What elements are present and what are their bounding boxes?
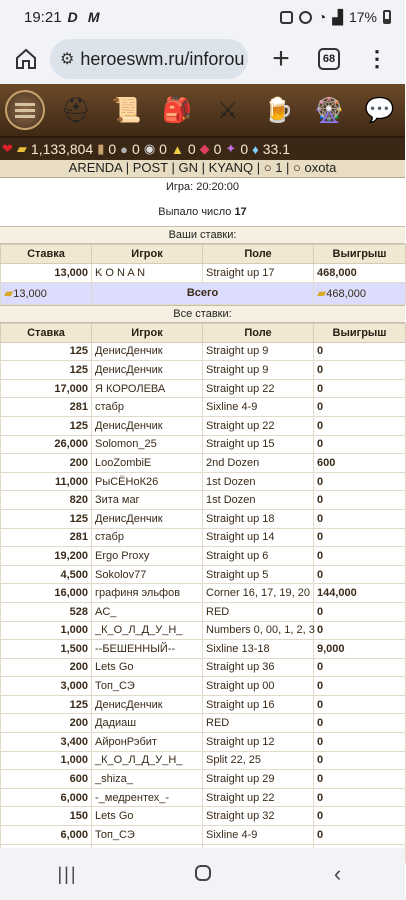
player-name[interactable]: _shiza_ bbox=[92, 770, 203, 789]
win-amount: 0 bbox=[314, 770, 406, 789]
mercury-icon: ◉ bbox=[143, 141, 156, 156]
dropped-number-label: Выпало число bbox=[158, 206, 232, 218]
player-name[interactable]: -_медрентех_- bbox=[92, 788, 203, 807]
table-row bbox=[1, 807, 406, 826]
table-row bbox=[1, 621, 406, 640]
table-row bbox=[1, 264, 406, 283]
bet-field: RED bbox=[203, 714, 314, 733]
ore-icon: ● bbox=[120, 141, 129, 157]
table-row bbox=[1, 454, 406, 473]
browser-toolbar bbox=[0, 34, 405, 84]
table-row bbox=[1, 733, 406, 752]
bet-amount: 16,000 bbox=[1, 584, 92, 603]
your-bets-table bbox=[0, 244, 406, 305]
bet-amount: 1,500 bbox=[1, 640, 92, 659]
bet-amount: 3,400 bbox=[1, 733, 92, 752]
player-name[interactable]: стабр bbox=[92, 398, 203, 417]
gold-icon: ▰ bbox=[16, 141, 27, 156]
win-amount: 0 bbox=[314, 751, 406, 770]
game-menu-button[interactable] bbox=[5, 90, 45, 130]
player-name[interactable]: ДенисДенчик bbox=[92, 509, 203, 528]
table-row bbox=[1, 491, 406, 510]
all-bets-table bbox=[0, 323, 406, 864]
table-row bbox=[1, 788, 406, 807]
lock-icon bbox=[280, 11, 293, 24]
battery-percent: 17% bbox=[348, 9, 377, 25]
total-win: 468,000 bbox=[326, 288, 366, 301]
win-amount: 0 bbox=[314, 826, 406, 845]
gold-amount: 1,133,804 bbox=[30, 141, 94, 157]
bet-field: Straight up 5 bbox=[203, 565, 314, 584]
win-amount: 0 bbox=[314, 342, 406, 361]
player-name[interactable]: Lets Go bbox=[92, 658, 203, 677]
win-amount: 0 bbox=[314, 379, 406, 398]
mercury-amount: 0 bbox=[159, 141, 167, 157]
table-header-row bbox=[1, 245, 406, 264]
win-amount: 0 bbox=[314, 602, 406, 621]
bet-amount: 1,000 bbox=[1, 621, 92, 640]
bet-field: RED bbox=[203, 602, 314, 621]
player-name[interactable]: Sokolov77 bbox=[92, 565, 203, 584]
roulette-icon[interactable]: 🎡 bbox=[314, 96, 344, 124]
win-amount: 0 bbox=[314, 565, 406, 584]
status-app-icon-m: M bbox=[87, 8, 100, 25]
table-row bbox=[1, 677, 406, 696]
system-nav-bar bbox=[0, 848, 405, 900]
player-name[interactable]: _К_О_Л_Д_У_Н_ bbox=[92, 751, 203, 770]
bet-field: Straight up 29 bbox=[203, 770, 314, 789]
total-bet: 13,000 bbox=[13, 288, 47, 301]
map-scroll-icon[interactable]: 📜 bbox=[111, 96, 142, 124]
wifi-icon: ◔ bbox=[317, 9, 327, 25]
player-name[interactable]: K O N A N bbox=[92, 264, 203, 283]
bet-amount: 200 bbox=[1, 454, 92, 473]
table-row bbox=[1, 509, 406, 528]
win-amount: 0 bbox=[314, 621, 406, 640]
site-settings-icon[interactable]: ⚙ bbox=[60, 51, 75, 68]
sulfur-amount: 0 bbox=[187, 141, 196, 157]
bet-field: Sixline 13-18 bbox=[203, 640, 314, 659]
bet-field: Straight up 16 bbox=[203, 695, 314, 714]
bet-field: Straight up 00 bbox=[203, 677, 314, 696]
col-header-player: Игрок bbox=[92, 245, 203, 264]
win-amount: 0 bbox=[314, 361, 406, 380]
backpack-icon[interactable]: 🎒 bbox=[162, 96, 193, 124]
table-row bbox=[1, 826, 406, 845]
resources-bar bbox=[0, 138, 405, 160]
bet-amount: 3,000 bbox=[1, 677, 92, 696]
win-amount: 0 bbox=[314, 509, 406, 528]
total-label: Всего bbox=[92, 282, 314, 304]
recent-apps-button[interactable]: ||| bbox=[57, 863, 78, 884]
gems-amount: 0 bbox=[240, 141, 249, 157]
wood-amount: 0 bbox=[108, 141, 117, 157]
home-icon bbox=[14, 47, 38, 71]
table-row bbox=[1, 714, 406, 733]
bet-amount: 820 bbox=[1, 491, 92, 510]
crossed-swords-icon[interactable]: ⚔ bbox=[217, 96, 239, 124]
table-row bbox=[1, 658, 406, 677]
dropped-number: 17 bbox=[234, 206, 247, 218]
bet-amount: 17,000 bbox=[1, 379, 92, 398]
status-time: 19:21 bbox=[24, 8, 62, 26]
col-header-win: Выигрыш bbox=[314, 323, 406, 342]
bet-amount: 11,000 bbox=[1, 472, 92, 491]
diamond-icon: ♦ bbox=[252, 141, 259, 157]
bet-field: Sixline 4-9 bbox=[203, 398, 314, 417]
browser-menu-button[interactable]: ⋮ bbox=[366, 46, 388, 71]
bet-field: 1st Dozen bbox=[203, 472, 314, 491]
player-name[interactable]: AC_ bbox=[92, 602, 203, 621]
status-bar bbox=[0, 0, 405, 34]
player-name[interactable]: РыСЁНоК26 bbox=[92, 472, 203, 491]
win-amount: 0 bbox=[314, 807, 406, 826]
game-time: Игра: 20:20:00 bbox=[165, 181, 240, 193]
ore-amount: 0 bbox=[132, 141, 140, 157]
bet-field: Straight up 9 bbox=[203, 342, 314, 361]
table-row bbox=[1, 435, 406, 454]
bet-field: Straight up 9 bbox=[203, 361, 314, 380]
bet-amount: 6,000 bbox=[1, 826, 92, 845]
table-row bbox=[1, 547, 406, 566]
bet-field: Corner 16, 17, 19, 20 bbox=[203, 584, 314, 603]
player-name[interactable]: Зита маг bbox=[92, 491, 203, 510]
player-name[interactable]: ДенисДенчик bbox=[92, 695, 203, 714]
player-name[interactable]: Дадиаш bbox=[92, 714, 203, 733]
table-header-row bbox=[1, 323, 406, 342]
player-name[interactable]: АйронРэбит bbox=[92, 733, 203, 752]
bet-amount: 528 bbox=[1, 602, 92, 621]
table-row bbox=[1, 472, 406, 491]
sulfur-icon: ▲ bbox=[170, 141, 184, 157]
bet-amount: 19,200 bbox=[1, 547, 92, 566]
player-name[interactable]: _К_О_Л_Д_У_Н_ bbox=[92, 621, 203, 640]
back-button[interactable]: ‹ bbox=[333, 861, 342, 886]
bet-amount: 125 bbox=[1, 509, 92, 528]
bet-amount: 600 bbox=[1, 770, 92, 789]
win-amount: 468,000 bbox=[314, 264, 406, 283]
player-name[interactable]: Топ_СЭ bbox=[92, 826, 203, 845]
table-row bbox=[1, 770, 406, 789]
home-nav-button[interactable] bbox=[183, 861, 223, 887]
player-name[interactable]: --БЕШЕННЫЙ-- bbox=[92, 640, 203, 659]
col-header-bet: Ставка bbox=[1, 245, 92, 264]
bet-amount: 13,000 bbox=[1, 264, 92, 283]
player-name[interactable]: Solomon_25 bbox=[92, 435, 203, 454]
table-row bbox=[1, 640, 406, 659]
bet-field: Straight up 36 bbox=[203, 658, 314, 677]
win-amount: 0 bbox=[314, 788, 406, 807]
table-row bbox=[1, 398, 406, 417]
bet-amount: 150 bbox=[1, 807, 92, 826]
all-bets-title: Все ставки: bbox=[0, 305, 405, 323]
table-row bbox=[1, 361, 406, 380]
bet-amount: 125 bbox=[1, 416, 92, 435]
quick-links-bar[interactable]: ARENDA | POST | GN | KYANQ | ○ 1 | ○ oxota bbox=[0, 160, 405, 178]
bet-amount: 26,000 bbox=[1, 435, 92, 454]
table-row bbox=[1, 416, 406, 435]
bet-amount: 6,000 bbox=[1, 788, 92, 807]
battery-icon bbox=[383, 10, 391, 24]
win-amount: 0 bbox=[314, 398, 406, 417]
bet-field: Split 22, 25 bbox=[203, 751, 314, 770]
gems-icon: ✦ bbox=[225, 141, 237, 156]
bet-amount: 281 bbox=[1, 528, 92, 547]
table-row bbox=[1, 528, 406, 547]
win-amount: 0 bbox=[314, 714, 406, 733]
bet-field: 2nd Dozen bbox=[203, 454, 314, 473]
player-name[interactable]: LooZombiE bbox=[92, 454, 203, 473]
win-amount: 0 bbox=[314, 472, 406, 491]
dropped-number-line bbox=[0, 206, 405, 226]
bet-amount: 281 bbox=[1, 398, 92, 417]
roulette-results bbox=[0, 178, 405, 848]
heart-icon: ❤ bbox=[2, 141, 13, 156]
bet-field: Sixline 4-9 bbox=[203, 826, 314, 845]
bet-field: Straight up 12 bbox=[203, 733, 314, 752]
gold-icon: ▰ bbox=[4, 286, 14, 301]
crystals-amount: 0 bbox=[213, 141, 222, 157]
home-button[interactable] bbox=[10, 43, 42, 75]
win-amount: 0 bbox=[314, 435, 406, 454]
player-name[interactable]: ДенисДенчик bbox=[92, 361, 203, 380]
table-row bbox=[1, 565, 406, 584]
bet-amount: 125 bbox=[1, 342, 92, 361]
table-row bbox=[1, 751, 406, 770]
bet-amount: 125 bbox=[1, 695, 92, 714]
col-header-win: Выигрыш bbox=[314, 245, 406, 264]
bet-amount: 200 bbox=[1, 714, 92, 733]
col-header-bet: Ставка bbox=[1, 323, 92, 342]
win-amount: 0 bbox=[314, 658, 406, 677]
total-row bbox=[1, 282, 406, 304]
win-amount: 0 bbox=[314, 491, 406, 510]
your-bets-title: Ваши ставки: bbox=[0, 226, 405, 244]
bet-field: Straight up 18 bbox=[203, 509, 314, 528]
gold-icon: ▰ bbox=[317, 286, 327, 301]
address-bar[interactable] bbox=[50, 39, 248, 79]
crystals-icon: ◆ bbox=[199, 141, 210, 156]
tab-switcher-button[interactable]: 68 bbox=[318, 48, 340, 70]
table-row bbox=[1, 602, 406, 621]
player-name[interactable]: Топ_СЭ bbox=[92, 677, 203, 696]
home-nav-icon bbox=[195, 865, 211, 881]
bet-field: Numbers 0, 00, 1, 2, 3 bbox=[203, 621, 314, 640]
new-tab-button[interactable]: + bbox=[272, 42, 290, 75]
bet-field: Straight up 14 bbox=[203, 528, 314, 547]
bet-field: Straight up 22 bbox=[203, 788, 314, 807]
bet-amount: 125 bbox=[1, 361, 92, 380]
wood-icon: ▮ bbox=[97, 141, 105, 156]
player-name[interactable]: ДенисДенчик bbox=[92, 342, 203, 361]
win-amount: 0 bbox=[314, 528, 406, 547]
win-amount: 0 bbox=[314, 547, 406, 566]
bet-amount: 200 bbox=[1, 658, 92, 677]
signal-icon: ▟ bbox=[332, 8, 343, 25]
table-row bbox=[1, 584, 406, 603]
bet-field: Straight up 32 bbox=[203, 807, 314, 826]
bet-amount: 4,500 bbox=[1, 565, 92, 584]
bet-field: Straight up 17 bbox=[203, 264, 314, 283]
bet-field: Straight up 22 bbox=[203, 379, 314, 398]
bet-field: Straight up 15 bbox=[203, 435, 314, 454]
url-text: heroeswm.ru/inforou bbox=[80, 48, 245, 69]
player-name[interactable]: стабр bbox=[92, 528, 203, 547]
win-amount: 600 bbox=[314, 454, 406, 473]
win-amount: 0 bbox=[314, 733, 406, 752]
knight-helmet-icon[interactable]: ⛑ bbox=[60, 96, 92, 124]
bet-field: Straight up 22 bbox=[203, 416, 314, 435]
status-app-icon-d: D bbox=[67, 8, 78, 25]
player-name[interactable]: ДенисДенчик bbox=[92, 416, 203, 435]
tavern-icon[interactable]: 🍺 bbox=[263, 96, 294, 124]
chat-bubble-icon[interactable]: 💬 bbox=[364, 96, 395, 124]
game-nav bbox=[0, 84, 405, 138]
player-name[interactable]: Я КОРОЛЕВА bbox=[92, 379, 203, 398]
col-header-field: Поле bbox=[203, 323, 314, 342]
player-name[interactable]: Ergo Proxy bbox=[92, 547, 203, 566]
bet-field: Straight up 6 bbox=[203, 547, 314, 566]
win-amount: 0 bbox=[314, 695, 406, 714]
table-row bbox=[1, 342, 406, 361]
col-header-player: Игрок bbox=[92, 323, 203, 342]
win-amount: 144,000 bbox=[314, 584, 406, 603]
diamond-amount: 33.1 bbox=[262, 141, 291, 157]
win-amount: 9,000 bbox=[314, 640, 406, 659]
menu-icon bbox=[15, 109, 35, 112]
table-row bbox=[1, 695, 406, 714]
player-name[interactable]: графиня эльфов bbox=[92, 584, 203, 603]
alarm-icon bbox=[299, 11, 312, 24]
player-name[interactable]: Lets Go bbox=[92, 807, 203, 826]
win-amount: 0 bbox=[314, 416, 406, 435]
table-row bbox=[1, 379, 406, 398]
col-header-field: Поле bbox=[203, 245, 314, 264]
bet-amount: 1,000 bbox=[1, 751, 92, 770]
bet-field: 1st Dozen bbox=[203, 491, 314, 510]
win-amount: 0 bbox=[314, 677, 406, 696]
